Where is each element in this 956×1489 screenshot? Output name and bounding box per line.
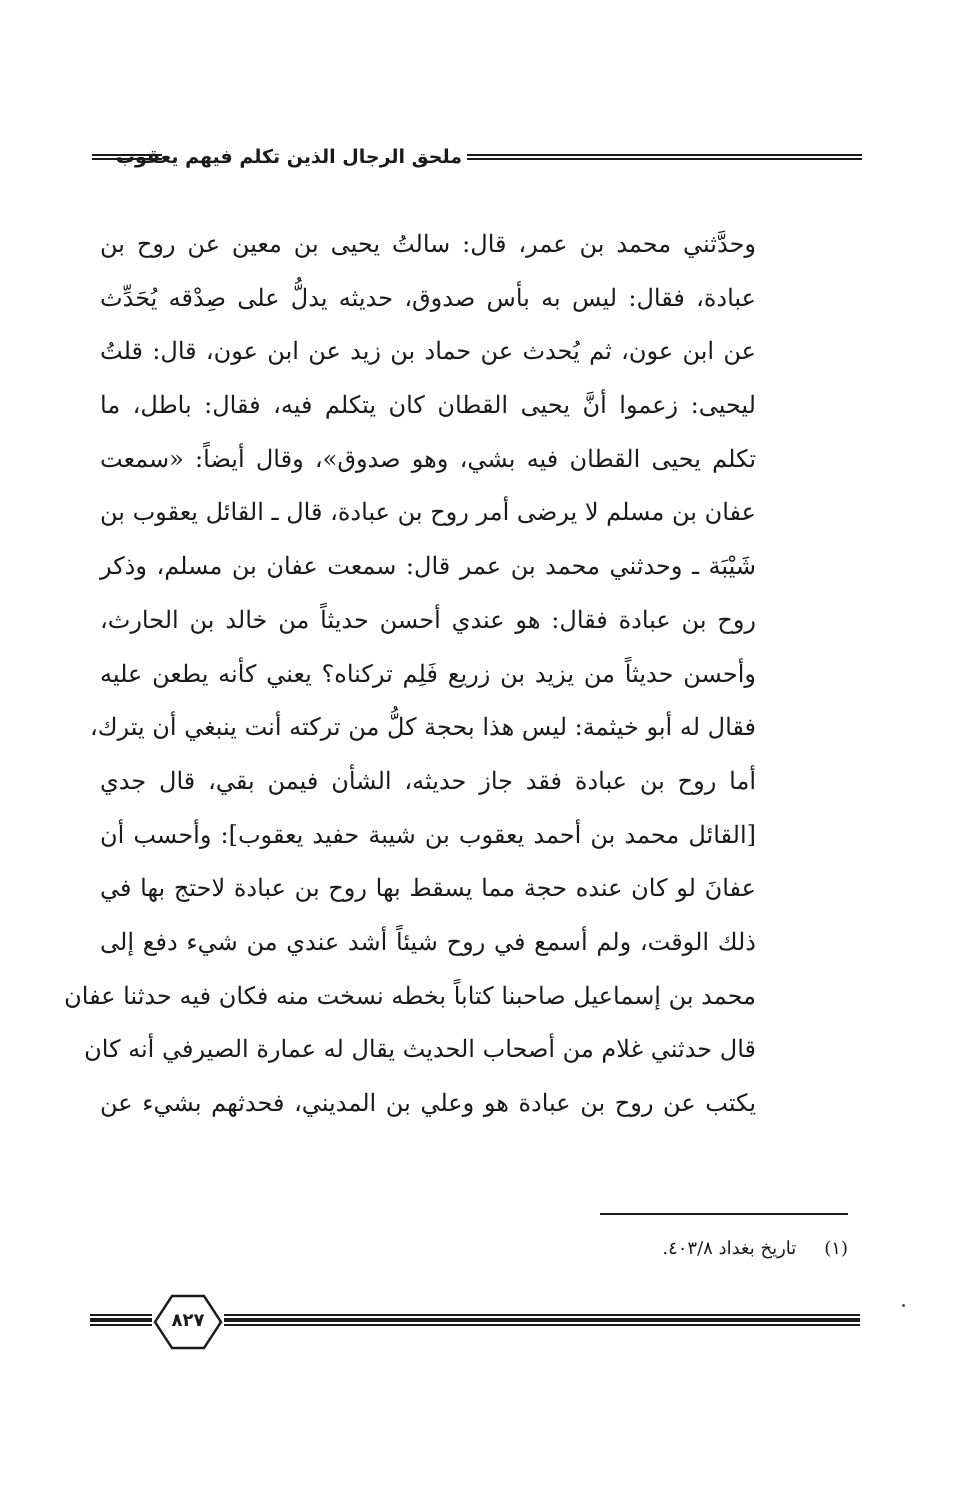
text-line: عفانَ لو كان عنده حجة مما يسقط بها روح بن عبادة لاحتج بها في — [100, 874, 757, 903]
page-number: ٨٢٧ — [171, 1310, 205, 1331]
text-line: تكلم يحيى القطان فيه بشي، وهو صدوق»، وقال أيضاً: «سمعت — [100, 444, 756, 473]
footnote-divider — [600, 1213, 848, 1215]
page-number-badge — [152, 1292, 224, 1352]
text-line: قال حدثني غلام من أصحاب الحديث يقال له عمارة الصيرفي أنه كان — [84, 1035, 756, 1064]
text-line: عبادة، فقال: ليس به بأس صدوق، حديثه يدلُّ على صِدْقه يُحَدِّث — [100, 283, 756, 312]
footnote-text: تاريخ بغداد ٤٠٣/٨. — [662, 1238, 797, 1259]
text-line: عن ابن عون، ثم يُحدث عن حماد بن زيد عن ابن عون، قال: قلتُ — [100, 337, 756, 366]
text-line: [القائل محمد بن أحمد يعقوب بن شيبة حفيد يعقوب]: وأحسب أن — [100, 820, 756, 849]
text-line: وحدَّثني محمد بن عمر، قال: سالتُ يحيى بن معين عن روح بن — [100, 230, 756, 258]
text-line: محمد بن إسماعيل صاحبنا كتاباً بخطه نسخت منه فكان فيه حدثنا عفان — [64, 981, 756, 1010]
header-title: ملحق الرجال الذين تكلم فيهم يعقوب — [115, 146, 462, 168]
text-line: فقال له أبو خيثمة: ليس هذا بحجة كلُّ من تركته أنت ينبغي أن يترك، — [89, 713, 756, 742]
running-header — [92, 142, 862, 176]
footer-rule-right — [224, 1314, 860, 1328]
scan-speck — [902, 1304, 905, 1307]
text-line: يكتب عن روح بن عبادة هو وعلي بن المديني، فحدثهم بشيء عن — [100, 1089, 756, 1117]
footnote — [662, 1236, 848, 1262]
text-line: شَيْبَة ـ وحدثني محمد بن عمر قال: سمعت عفان بن مسلم، وذكر — [100, 552, 756, 581]
footnote-number: (١) — [824, 1238, 848, 1259]
text-line: روح بن عبادة فقال: هو عندي أحسن حديثاً من خالد بن الحارث، — [100, 605, 756, 634]
body-text — [64, 218, 757, 1131]
footer-rule-left — [90, 1314, 152, 1328]
header-rule-right — [467, 154, 862, 163]
text-line: وأحسن حديثاً من يزيد بن زريع فَلِم تركناه؟ يعني كأنه يطعن عليه — [100, 659, 756, 688]
text-line: عفان بن مسلم لا يرضى أمر روح بن عبادة، قال ـ القائل يعقوب بن — [100, 498, 756, 527]
text-line: أما روح بن عبادة فقد جاز حديثه، الشأن فيمن بقي، قال جدي — [100, 766, 756, 795]
page-footer — [90, 1292, 860, 1352]
text-line: ليحيى: زعموا أنَّ يحيى القطان كان يتكلم فيه، فقال: باطل، ما — [100, 391, 756, 420]
text-line: ذلك الوقت، ولم أسمع في روح شيئاً أشد عندي من شيء دفع إلى — [100, 927, 756, 956]
